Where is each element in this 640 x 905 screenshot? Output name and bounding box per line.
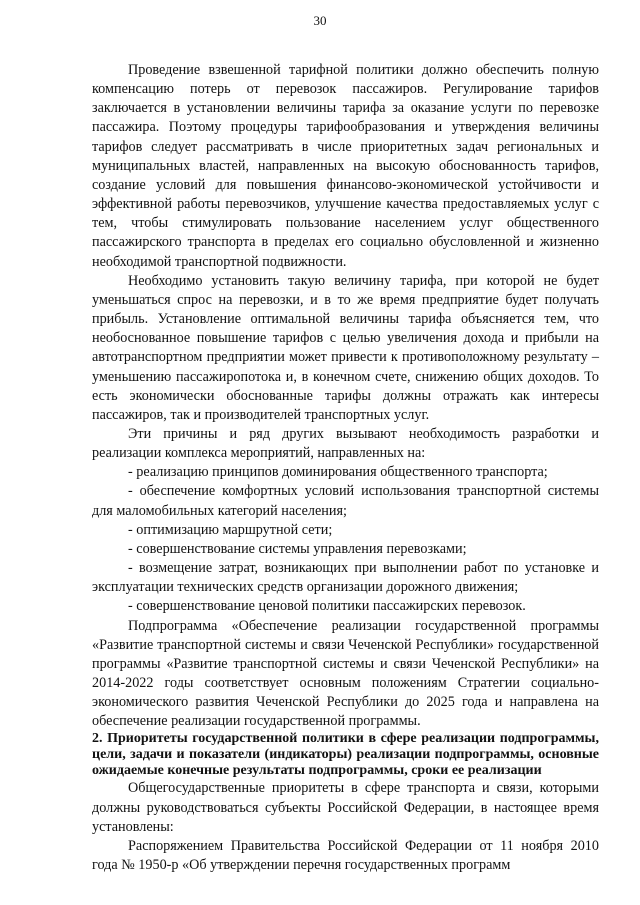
document-body: [92, 61, 599, 875]
list-item: - совершенствование системы управления перевозками;: [128, 540, 467, 557]
list-item: - обеспечение комфортных условий использования транспортной системы для маломобильных категорий населения;: [92, 483, 599, 519]
list-item: - возмещение затрат, возникающих при выполнении работ по установке и эксплуатации технических средств организации дорожного движения;: [92, 560, 599, 596]
paragraph-tariff-value: Необходимо установить такую величину тарифа, при которой не будет уменьшаться спрос на перевозки, и в то же время предприятие будет получать прибыль. Установление оптимальной величины тарифа объясняется тем, что необоснованное повышение тарифов с целью увеличения дохода и прибыли на автотранспортном предприятии может привести к противоположному результату – уменьшению пассажиропотока и, в конечном счете, снижению общих доходов. То есть экономически обоснованные тарифы должны отражать как интересы пассажиров, так и производителей транспортных услуг.: [92, 272, 599, 423]
paragraph-reasons: Эти причины и ряд других вызывают необходимость разработки и реализации комплекса мероприятий, направленных на:: [92, 425, 599, 462]
paragraph-tariff-policy: Проведение взвешенной тарифной политики должно обеспечить полную компенсацию потерь от перевозок пассажиров. Регулирование тарифов заключается в установлении величины тарифа за оказание услуги по перевозке пассажира. Поэтому процедуры тарифообразования и утверждения величины тарифов следует рассматривать в числе приоритетных задач региональных и муниципальных властей, направленных на высокую обоснованность тарифов, создание условий для повышения финансово-экономической устойчивости и эффективной работы перевозчиков, улучшение качества предоставляемых услуг с тем, чтобы стимулировать пользование населением услуг общественного пассажирского транспорта в пределах его социально обусловленной и жизненно необходимой транспортной подвижности.: [92, 62, 599, 270]
paragraph-priorities: Общегосударственные приоритеты в сфере транспорта и связи, которыми должны руководствоваться субъекты Российской Федерации, в настоящее время установлены:: [92, 780, 599, 835]
section-heading: 2. Приоритеты государственной политики в сфере реализации подпрограммы, цели, задачи и показатели (индикаторы) реализации подпрограммы, основные ожидаемые конечные результаты подпрограммы, сроки ее реализации: [92, 731, 599, 779]
list-item: - реализацию принципов доминирования общественного транспорта;: [128, 464, 548, 481]
paragraph-decree: Распоряжением Правительства Российской Федерации от 11 ноября 2010 года № 1950-р «Об утверждении перечня государственных программ: [92, 837, 599, 874]
list-item: - совершенствование ценовой политики пассажирских перевозок.: [128, 598, 526, 615]
paragraph-subprogram: Подпрограмма «Обеспечение реализации государственной программы «Развитие транспортной системы и связи Чеченской Республики» государственной программы «Развитие транспортной системы и связи Чеченской Республики» на 2014-2022 годы соответствует основным положениям Стратегии социально-экономического развития Чеченской Республики до 2025 года и направлена на обеспечение реализации государственной программы.: [92, 617, 599, 730]
list-item: - оптимизацию маршрутной сети;: [128, 521, 333, 538]
page-number: 30: [313, 13, 327, 28]
